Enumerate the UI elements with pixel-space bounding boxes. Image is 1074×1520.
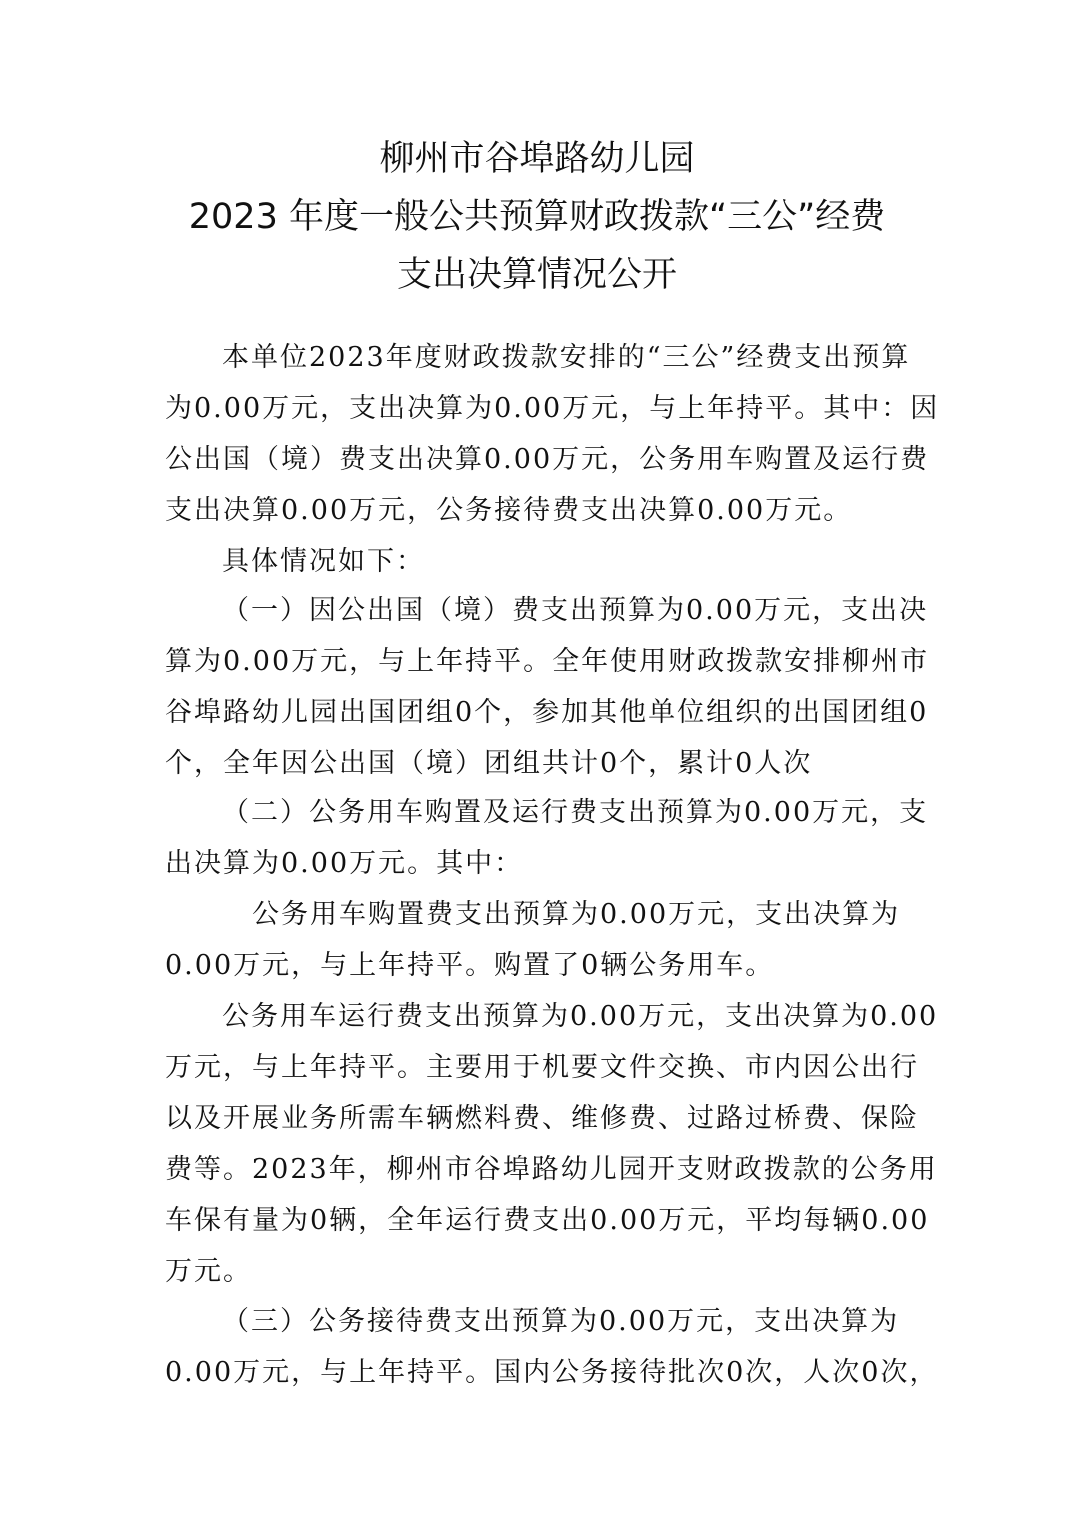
- paragraph-1-line-1: 本单位2023年度财政拨款安排的“三公”经费支出预算: [222, 342, 911, 373]
- section-3-line-1: （三）公务接待费支出预算为0.00万元，支出决算为: [222, 1306, 900, 1337]
- paragraph-1-line-3: 公出国（境）费支出决算0.00万元，公务用车购置及运行费: [165, 444, 930, 475]
- section-2-sub-2-line-6: 万元。: [165, 1256, 252, 1287]
- section-2-sub-2-line-3: 以及开展业务所需车辆燃料费、维修费、过路过桥费、保险: [165, 1103, 919, 1134]
- section-2-line-2: 出决算为0.00万元。其中：: [165, 848, 524, 879]
- section-2-line-1: （二）公务用车购置及运行费支出预算为0.00万元，支: [222, 797, 929, 828]
- document-title-line-2: 2023 年度一般公共预算财政拨款“三公”经费: [188, 197, 886, 237]
- section-2-sub-2-line-5: 车保有量为0辆，全年运行费支出0.00万元，平均每辆0.00: [165, 1205, 930, 1236]
- section-2-sub-1-line-2: 0.00万元，与上年持平。购置了0辆公务用车。: [165, 950, 775, 981]
- section-1-line-2: 算为0.00万元，与上年持平。全年使用财政拨款安排柳州市: [165, 646, 930, 677]
- section-1-line-4: 个，全年因公出国（境）团组共计0个，累计0人次: [165, 748, 813, 779]
- section-2-sub-2-line-4: 费等。2023年，柳州市谷埠路幼儿园开支财政拨款的公务用: [165, 1154, 938, 1185]
- section-2-sub-2-line-1: 公务用车运行费支出预算为0.00万元，支出决算为0.00: [222, 1001, 939, 1032]
- section-1-line-1: （一）因公出国（境）费支出预算为0.00万元，支出决: [222, 595, 929, 626]
- paragraph-2-line-1: 具体情况如下：: [222, 546, 425, 577]
- paragraph-1-line-4: 支出决算0.00万元，公务接待费支出决算0.00万元。: [165, 495, 853, 526]
- section-1-line-3: 谷埠路幼儿园出国团组0个，参加其他单位组织的出国团组0: [165, 697, 929, 728]
- section-2-sub-2-line-2: 万元，与上年持平。主要用于机要文件交换、市内因公出行: [165, 1052, 919, 1083]
- section-3-line-2: 0.00万元，与上年持平。国内公务接待批次0次，人次0次，: [165, 1357, 939, 1388]
- paragraph-1-line-2: 为0.00万元，支出决算为0.00万元，与上年持平。其中：因: [165, 393, 940, 424]
- section-2-sub-1-line-1: 公务用车购置费支出预算为0.00万元，支出决算为: [252, 899, 901, 930]
- document-title-line-3: 支出决算情况公开: [396, 255, 677, 295]
- document-title-line-1: 柳州市谷埠路幼儿园: [379, 139, 695, 179]
